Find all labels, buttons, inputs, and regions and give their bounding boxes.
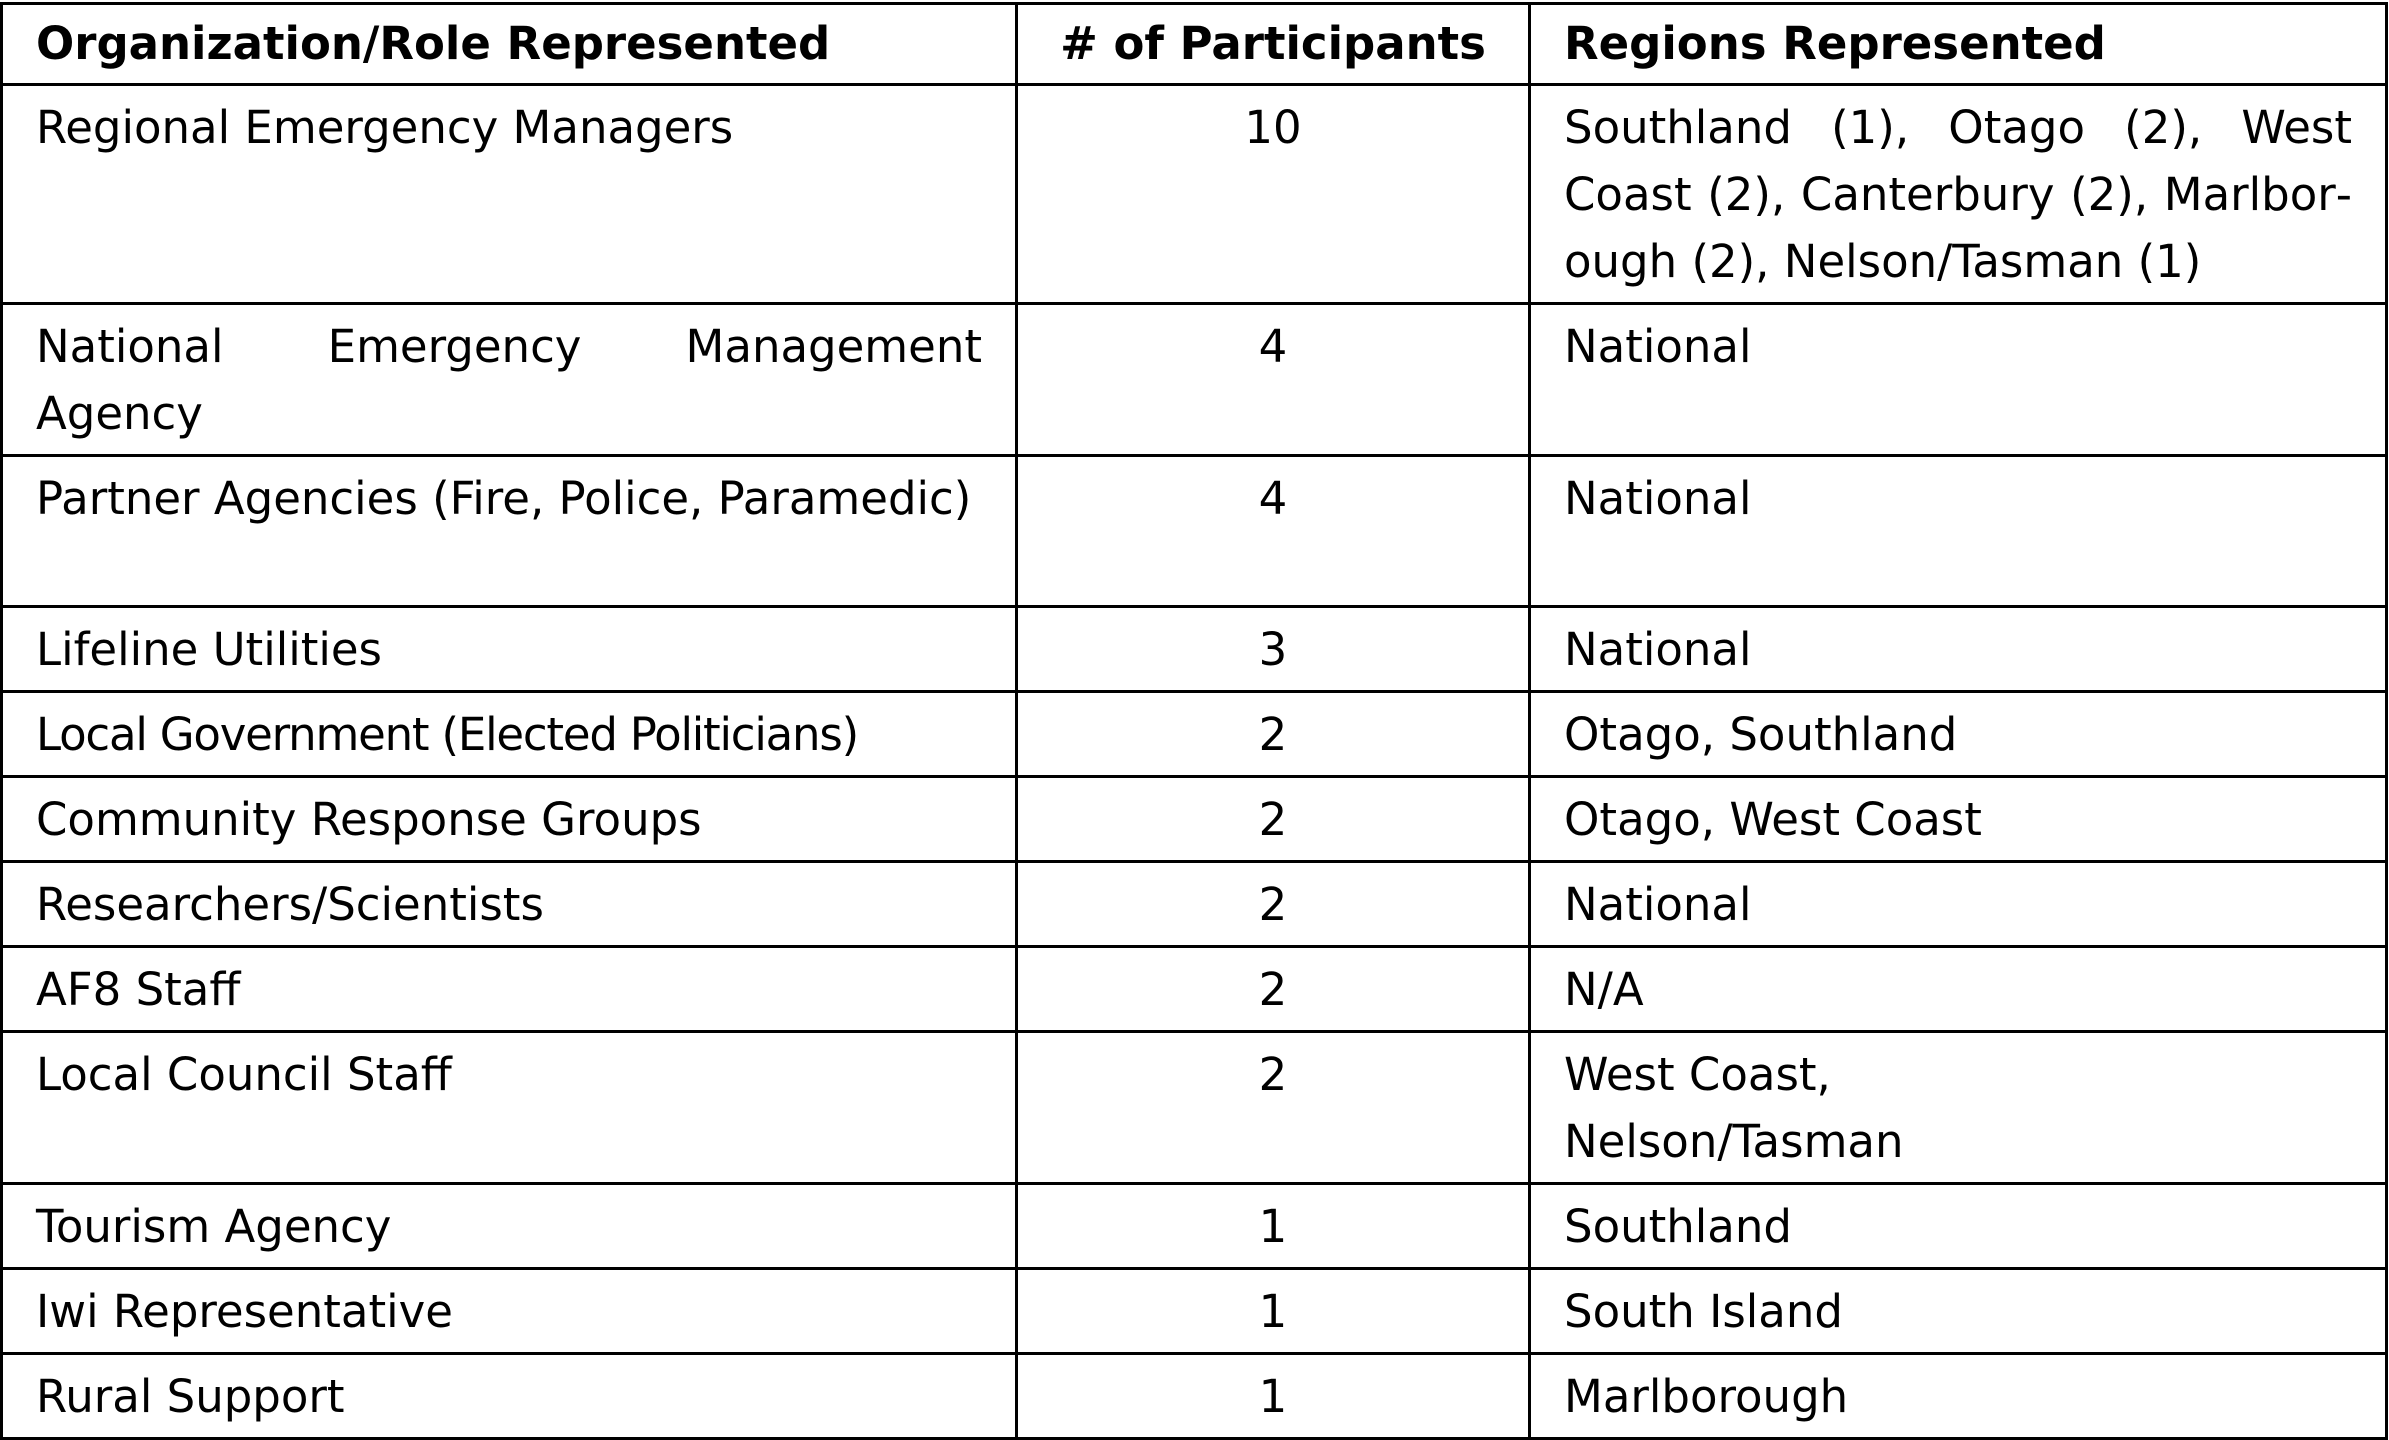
table-row [2,456,2387,607]
table-row [2,1354,2387,1439]
regions-cell: Southland [1530,1184,2387,1269]
table-row [2,947,2387,1032]
regions-cell: Otago, Southland [1530,692,2387,777]
table-row [2,692,2387,777]
participants-cell: 10 [1017,85,1530,304]
header-regions: Regions Represented [1530,4,2387,85]
regions-cell: West Coast, Nelson/Tasman [1530,1032,2387,1184]
participants-table [0,2,2388,1440]
organization-cell: Iwi Representative [2,1269,1017,1354]
organization-cell: Lifeline Utilities [2,607,1017,692]
participants-cell: 3 [1017,607,1530,692]
regions-cell: Marlborough [1530,1354,2387,1439]
participants-cell: 1 [1017,1354,1530,1439]
table-row [2,85,2387,304]
regions-cell: National [1530,862,2387,947]
table-row [2,862,2387,947]
organization-cell: Local Council Staff [2,1032,1017,1184]
participants-cell: 2 [1017,692,1530,777]
organization-cell: Local Government (Elected Politicians) [2,692,1017,777]
organization-cell: AF8 Staff [2,947,1017,1032]
regions-cell: N/A [1530,947,2387,1032]
organization-cell: Tourism Agency [2,1184,1017,1269]
table-row [2,1184,2387,1269]
table-header-row [2,4,2387,85]
regions-cell: Southland (1), Otago (2), West Coast (2), Canterbury (2), Marlborough (2), Nelson/Tasman (1) [1530,85,2387,304]
table-row [2,777,2387,862]
regions-cell: National [1530,607,2387,692]
organization-cell: Regional Emergency Managers [2,85,1017,304]
table-row [2,607,2387,692]
regions-cell: Otago, West Coast [1530,777,2387,862]
organization-cell: National Emergency Management Agency [2,304,1017,456]
participants-cell: 2 [1017,862,1530,947]
table-row [2,304,2387,456]
table-row [2,1032,2387,1184]
organization-cell: Researchers/Scientists [2,862,1017,947]
participants-cell: 4 [1017,304,1530,456]
header-organization: Organization/Role Represented [2,4,1017,85]
regions-cell: South Island [1530,1269,2387,1354]
header-participants: # of Participants [1017,4,1530,85]
regions-cell: National [1530,304,2387,456]
participants-cell: 2 [1017,777,1530,862]
participants-cell: 1 [1017,1184,1530,1269]
organization-cell: Rural Support [2,1354,1017,1439]
participants-cell: 4 [1017,456,1530,607]
participants-cell: 2 [1017,947,1530,1032]
organization-cell: Partner Agencies (Fire, Police, Paramedic) [2,456,1017,607]
participants-cell: 2 [1017,1032,1530,1184]
participants-cell: 1 [1017,1269,1530,1354]
regions-cell: National [1530,456,2387,607]
organization-cell: Community Response Groups [2,777,1017,862]
table-row [2,1269,2387,1354]
